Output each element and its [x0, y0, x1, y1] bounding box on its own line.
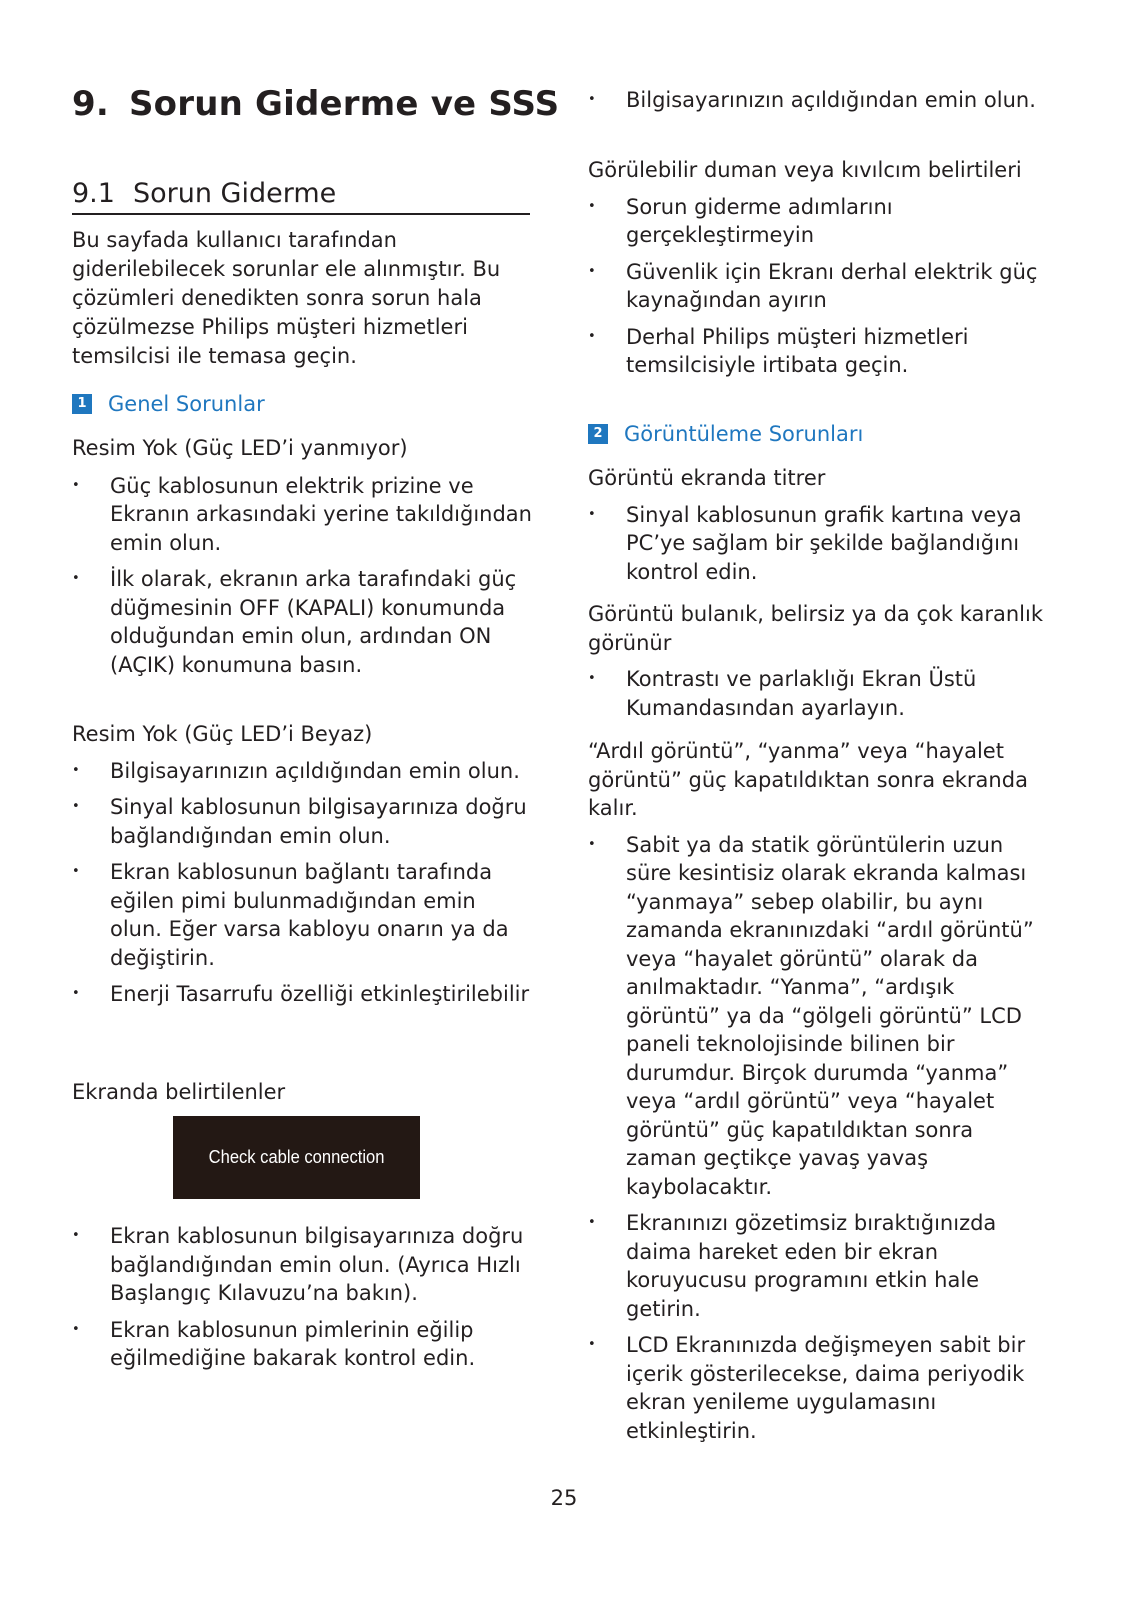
blurry-title: Görüntü bulanık, belirsiz ya da çok karanlık görünür — [588, 602, 1043, 655]
smoke-block — [588, 156, 1050, 380]
list-item: • Ekran kablosunun bilgisayarınıza doğru bağlandığından emin olun. (Ayrıca Hızlı Başlangıç Kılavuzu’na bakın). — [72, 1222, 532, 1308]
list-item: • Sabit ya da statik görüntülerin uzun süre kesintisiz olarak ekranda kalması “yanmaya” sebep olabilir, bu aynı zamanda ekranınızdaki “ardıl görüntü” veya “hayalet görüntü” olarak da anılmaktadır. “Yanma”, “ardışık görüntü” ya da “gölgeli görüntü” LCD paneli teknolojisinde bilinen bir durumdur. Birçok durumda “yanma” veya “ardıl görüntü” veya “hayalet görüntü” güç kapatıldıktan sonra zaman geçtikçe yavaş yavaş kaybolacaktır. — [588, 831, 1050, 1202]
chapter-number: 9. — [72, 84, 109, 124]
no-picture-led-off-title: Resim Yok (Güç LED’i yanmıyor) — [72, 436, 408, 460]
imaging-issues-heading — [588, 422, 1050, 446]
list-item: • Sinyal kablosunun grafik kartına veya PC’ye sağlam bir şekilde bağlandığını kontrol edin. — [588, 501, 1050, 587]
screen-shows-list-block — [72, 1222, 532, 1373]
general-issues-heading — [72, 392, 532, 416]
section-number: 9.1 — [72, 178, 115, 209]
flicker-block — [588, 464, 1050, 586]
section-badge-2: 2 — [588, 424, 608, 444]
section-badge-1: 1 — [72, 394, 92, 414]
chapter-title — [72, 84, 559, 124]
page-number: 25 — [550, 1486, 578, 1510]
list-item: • Ekranınızı gözetimsiz bıraktığınızda daima hareket eden bir ekran koruyucusu programını etkin hale getirin. — [588, 1209, 1050, 1323]
afterimage-block — [588, 737, 1050, 1445]
list-item: • Derhal Philips müşteri hizmetleri temsilcisiyle irtibata geçin. — [588, 323, 1050, 380]
smoke-title: Görülebilir duman veya kıvılcım belirtileri — [588, 158, 1022, 182]
general-issues-title: Genel Sorunlar — [108, 392, 265, 416]
list-item: • LCD Ekranınızda değişmeyen sabit bir içerik gösterilecekse, daima periyodik ekran yenileme uygulamasını etkinleştirin. — [588, 1331, 1050, 1445]
section-title — [72, 178, 530, 215]
list-item: • Ekran kablosunun pimlerinin eğilip eğilmediğine bakarak kontrol edin. — [72, 1316, 532, 1373]
no-picture-led-off-block — [72, 434, 532, 679]
list-item: • Sinyal kablosunun bilgisayarınıza doğru bağlandığından emin olun. — [72, 793, 532, 850]
screen-shows-continued-block — [588, 86, 1050, 115]
afterimage-title: “Ardıl görüntü”, “yanma” veya “hayalet görüntü” güç kapatıldıktan sonra ekranda kalır. — [588, 739, 1028, 820]
list-item: • Kontrastı ve parlaklığı Ekran Üstü Kumandasından ayarlayın. — [588, 665, 1050, 722]
chapter-title-text: Sorun Giderme ve SSS — [128, 84, 560, 124]
no-picture-led-white-title: Resim Yok (Güç LED’i Beyaz) — [72, 722, 373, 746]
list-item: • Güç kablosunun elektrik prizine ve Ekranın arkasındaki yerine takıldığından emin olun. — [72, 472, 532, 558]
flicker-title: Görüntü ekranda titrer — [588, 466, 826, 490]
imaging-issues-title: Görüntüleme Sorunları — [624, 422, 864, 446]
osd-message-text: Check cable connection — [208, 1147, 385, 1167]
list-item: • Sorun giderme adımlarını gerçekleştirmeyin — [588, 193, 1050, 250]
list-item: • Bilgisayarınızın açıldığından emin olun. — [588, 86, 1050, 115]
screen-shows-title: Ekranda belirtilenler — [72, 1080, 286, 1104]
list-item: • İlk olarak, ekranın arka tarafındaki güç düğmesinin OFF (KAPALI) konumunda olduğundan emin olun, ardından ON (AÇIK) konumuna basın. — [72, 565, 532, 679]
section-title-text: Sorun Giderme — [132, 178, 337, 209]
no-picture-led-white-block — [72, 720, 532, 1009]
list-item: • Güvenlik için Ekranı derhal elektrik güç kaynağından ayırın — [588, 258, 1050, 315]
list-item: • Bilgisayarınızın açıldığından emin olun. — [72, 757, 532, 786]
list-item: • Enerji Tasarrufu özelliği etkinleştirilebilir — [72, 980, 532, 1009]
blurry-block — [588, 600, 1050, 722]
list-item: • Ekran kablosunun bağlantı tarafında eğilen pimi bulunmadığından emin olun. Eğer varsa kabloyu onarın ya da değiştirin. — [72, 858, 532, 972]
screen-shows-heading — [72, 1078, 532, 1107]
osd-message-box — [173, 1116, 420, 1199]
intro-paragraph: Bu sayfada kullanıcı tarafından giderilebilecek sorunlar ele alınmıştır. Bu çözümleri denedikten sonra sorun hala çözülmezse Philips müşteri hizmetleri temsilcisi ile temasa geçin. — [72, 228, 501, 368]
intro-block — [72, 226, 532, 371]
